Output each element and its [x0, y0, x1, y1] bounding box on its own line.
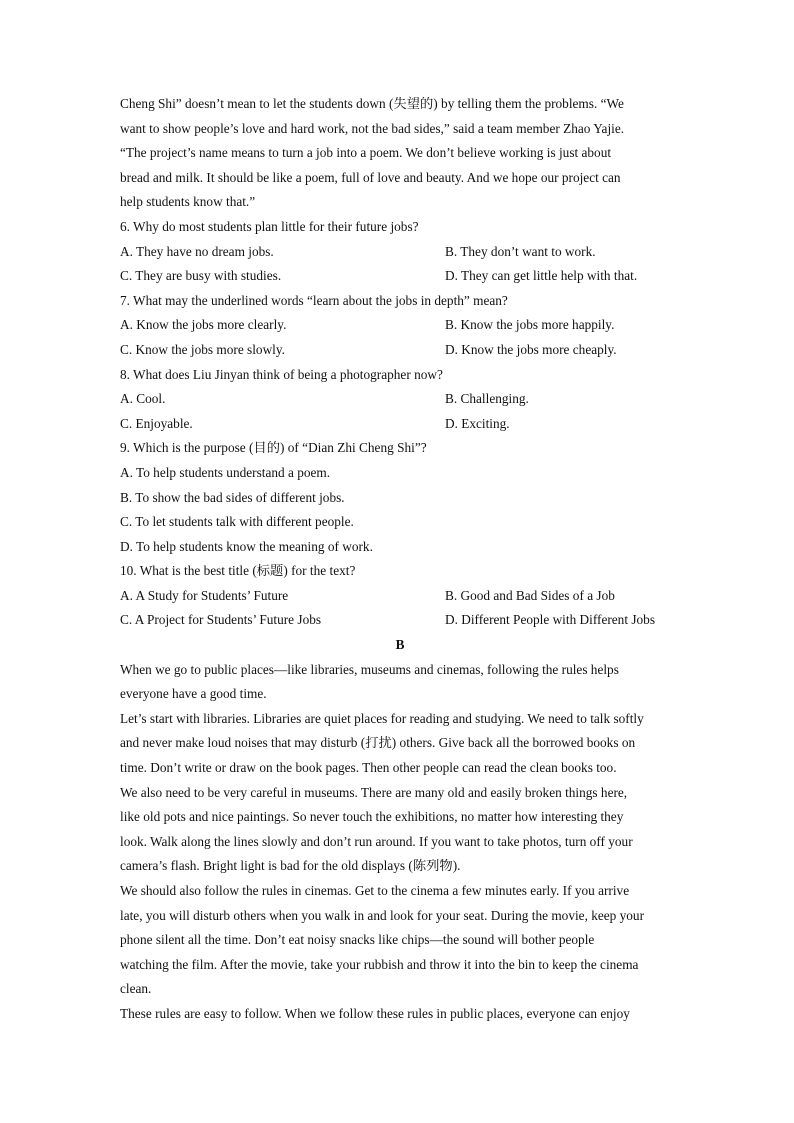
option-row — [120, 608, 680, 633]
option-b: B. Good and Bad Sides of a Job — [445, 587, 615, 603]
section-heading: B — [395, 637, 405, 653]
text-line: Let’s start with libraries. Libraries are quiet places for reading and studying. We need to talk softly — [120, 710, 644, 726]
option-row — [120, 584, 680, 609]
option-row — [120, 387, 680, 412]
text-line: look. Walk along the lines slowly and don’t run around. If you want to take photos, turn off your — [120, 833, 633, 849]
text-line: camera’s flash. Bright light is bad for the old displays (陈列物). — [120, 858, 461, 874]
option-a: A. To help students understand a poem. — [120, 464, 331, 480]
option-a: A. They have no dream jobs. — [120, 243, 274, 259]
option-row — [120, 264, 680, 289]
text-line: time. Don’t write or draw on the book pages. Then other people can read the clean books too. — [120, 760, 617, 776]
page-content — [120, 92, 680, 1027]
option-d: D. Know the jobs more cheaply. — [445, 341, 617, 357]
passage-a-ending — [120, 92, 680, 215]
option-c: C. Enjoyable. — [120, 415, 193, 431]
text-line: late, you will disturb others when you walk in and look for your seat. During the movie, keep your — [120, 907, 645, 923]
option-b: B. They don’t want to work. — [445, 243, 596, 259]
question-stem: 6. Why do most students plan little for their future jobs? — [120, 218, 419, 234]
question-6 — [120, 215, 680, 289]
option-d: D. They can get little help with that. — [445, 268, 638, 284]
text-line: clean. — [120, 981, 152, 997]
option-d: D. Different People with Different Jobs — [445, 612, 655, 628]
option-c: C. Know the jobs more slowly. — [120, 341, 285, 357]
question-8 — [120, 363, 680, 437]
text-line: everyone have a good time. — [120, 686, 267, 702]
option-d: D. To help students know the meaning of work. — [120, 538, 373, 554]
option-c: C. A Project for Students’ Future Jobs — [120, 612, 322, 628]
text-line: like old pots and nice paintings. So never touch the exhibitions, no matter how interesting they — [120, 809, 624, 825]
option-a: A. Cool. — [120, 391, 166, 407]
question-9 — [120, 436, 680, 559]
option-b: B. To show the bad sides of different jobs. — [120, 489, 345, 505]
text-line: help students know that.” — [120, 194, 256, 210]
question-stem: 8. What does Liu Jinyan think of being a photographer now? — [120, 366, 443, 382]
option-row — [120, 412, 680, 437]
option-b: B. Challenging. — [445, 391, 529, 407]
text-line: We should also follow the rules in cinemas. Get to the cinema a few minutes early. If you arrive — [120, 883, 630, 898]
option-row — [120, 240, 680, 265]
option-a: A. A Study for Students’ Future — [120, 587, 289, 603]
question-stem: 7. What may the underlined words “learn about the jobs in depth” mean? — [120, 292, 508, 308]
question-stem: 10. What is the best title (标题) for the text? — [120, 563, 356, 579]
passage-b — [120, 658, 680, 1027]
option-row — [120, 313, 680, 338]
text-line: phone silent all the time. Don’t eat noisy snacks like chips—the sound will bother people — [120, 932, 595, 948]
text-line: These rules are easy to follow. When we follow these rules in public places, everyone can enjoy — [120, 1005, 630, 1021]
text-line: Cheng Shi” doesn’t mean to let the students down (失望的) by telling them the problems. “We — [120, 96, 624, 111]
text-line: and never make loud noises that may disturb (打扰) others. Give back all the borrowed books on — [120, 735, 636, 751]
option-b: B. Know the jobs more happily. — [445, 317, 615, 333]
question-stem: 9. Which is the purpose (目的) of “Dian Zhi Cheng Shi”? — [120, 440, 427, 456]
text-line: “The project’s name means to turn a job into a poem. We don’t believe working is just about — [120, 145, 612, 161]
option-a: A. Know the jobs more clearly. — [120, 317, 287, 333]
text-line: We also need to be very careful in museums. There are many old and easily broken things here, — [120, 784, 628, 800]
text-line: bread and milk. It should be like a poem, full of love and beauty. And we hope our project can — [120, 169, 621, 185]
option-row — [120, 338, 680, 363]
question-7 — [120, 289, 680, 363]
text-line: watching the film. After the movie, take your rubbish and throw it into the bin to keep the cinema — [120, 956, 639, 972]
option-d: D. Exciting. — [445, 415, 510, 431]
option-c: C. To let students talk with different people. — [120, 514, 354, 530]
text-line: want to show people’s love and hard work, not the bad sides,” said a team member Zhao Yajie. — [120, 120, 625, 136]
text-line: When we go to public places—like libraries, museums and cinemas, following the rules helps — [120, 661, 619, 677]
option-c: C. They are busy with studies. — [120, 268, 282, 284]
question-10 — [120, 559, 680, 633]
